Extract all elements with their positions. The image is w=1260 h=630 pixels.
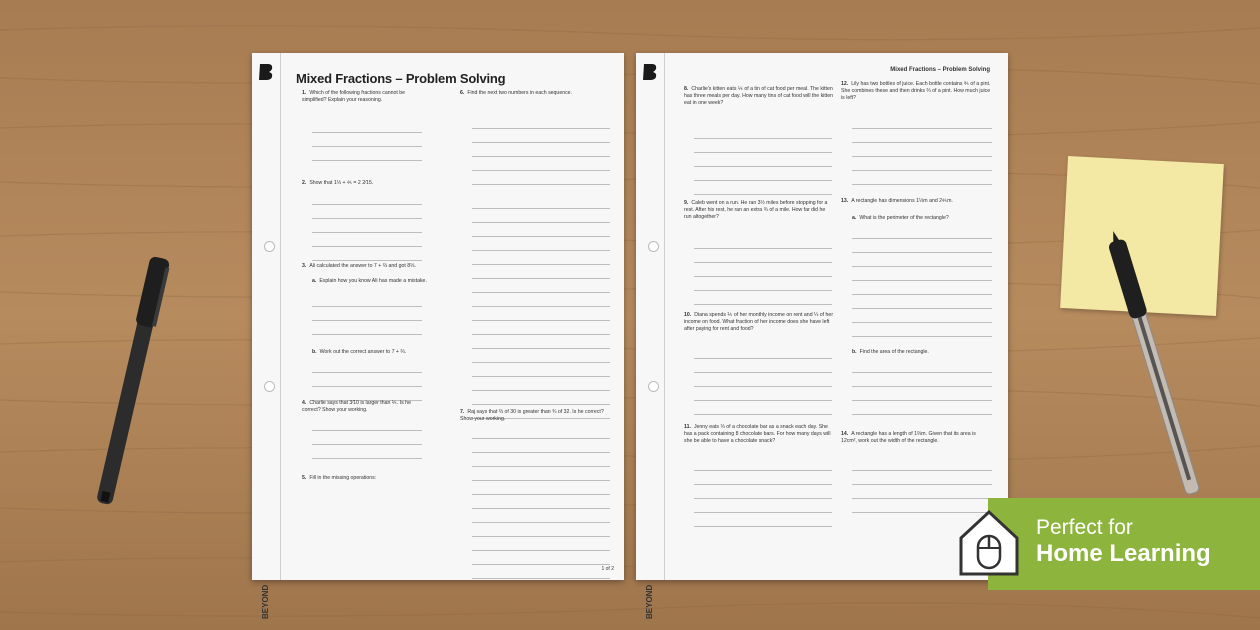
question-3: 3. Ali calculated the answer to 7 + ⅔ and got 8⅓. bbox=[302, 263, 416, 269]
answer-lines bbox=[312, 359, 422, 401]
question-4: 4. Charlie says that 3⁄10 is larger than ⅖. Is he correct? Show your working. bbox=[302, 400, 411, 413]
punch-hole bbox=[648, 241, 659, 252]
question-12: 12. Lily has two bottles of juice. Each bottle contains ⅗ of a pint. She combines these and then drinks ⅔ of a pint. How much juice is left? bbox=[841, 81, 991, 101]
question-11: 11. Jenny eats ⅓ of a chocolate bar as a snack each day. She has a pack containing 8 chocolate bars. For how many days will she be able to have a chocolate snack? bbox=[684, 424, 831, 444]
page-margin-line bbox=[280, 53, 281, 580]
beyond-brand-mark bbox=[638, 531, 658, 621]
answer-lines bbox=[312, 191, 422, 261]
house-mouse-icon bbox=[958, 508, 1020, 576]
question-9: 9. Caleb went on a run. He ran 3½ miles before stopping for a rest. After his rest, he ran an extra ¾ of a mile. How far did he run altogether? bbox=[684, 200, 828, 220]
punch-hole bbox=[648, 381, 659, 392]
answer-lines bbox=[694, 457, 832, 527]
answer-lines bbox=[852, 115, 992, 185]
answer-lines bbox=[852, 359, 992, 415]
black-pen-left bbox=[0, 0, 200, 520]
page-margin-line bbox=[664, 53, 665, 580]
badge-text-line-1: Perfect for bbox=[1036, 516, 1133, 539]
answer-lines bbox=[472, 195, 610, 419]
question-7: 7. Raj says that ⅔ of 30 is greater than ¾ of 32. Is he correct? Show your working. bbox=[460, 409, 604, 422]
answer-lines bbox=[472, 115, 610, 185]
question-8: 8. Charlie's kitten eats ⅙ of a tin of cat food per meal. The kitten has three meals per day. How many tins of cat food will the kitten eat in one week? bbox=[684, 86, 833, 106]
question-1: 1. Which of the following fractions cannot be simplified? Explain your reasoning. bbox=[302, 90, 406, 103]
question-3b: b. Work out the correct answer to 7 + ⅔. bbox=[312, 349, 407, 355]
worksheet-title: Mixed Fractions – Problem Solving bbox=[296, 71, 506, 86]
question-13a: a. What is the perimeter of the rectangle? bbox=[852, 215, 949, 221]
answer-lines bbox=[312, 293, 422, 335]
punch-hole bbox=[264, 241, 275, 252]
ballpoint-pen-right bbox=[1090, 230, 1200, 510]
question-13b: b. Find the area of the rectangle. bbox=[852, 349, 929, 355]
answer-lines bbox=[852, 225, 992, 337]
question-6: 6. Find the next two numbers in each sequence. bbox=[460, 90, 573, 96]
beyond-brand-mark bbox=[254, 531, 274, 621]
question-3a: a. Explain how you know Ali has made a mistake. bbox=[312, 278, 427, 284]
answer-lines bbox=[694, 345, 832, 415]
answer-lines bbox=[472, 425, 610, 579]
badge-text-line-2: Home Learning bbox=[1036, 540, 1211, 567]
beyond-logo-icon bbox=[642, 63, 658, 81]
worksheet-header: Mixed Fractions – Problem Solving bbox=[890, 67, 990, 73]
svg-text:BEYOND: BEYOND bbox=[645, 584, 654, 619]
svg-text:BEYOND: BEYOND bbox=[261, 584, 270, 619]
answer-lines bbox=[312, 119, 422, 161]
worksheet-page-2 bbox=[636, 53, 1008, 619]
question-10: 10. Diana spends ⅖ of her monthly income on rent and ¼ of her income on food. What fraction of her income does she have left after paying for rent and food? bbox=[684, 312, 834, 332]
question-2: 2. Show that 1⅓ + ⅘ = 2 2⁄15. bbox=[302, 180, 374, 186]
answer-lines bbox=[694, 235, 832, 305]
beyond-logo-icon bbox=[258, 63, 274, 81]
question-13: 13. A rectangle has dimensions 1⅓m and 2⅘m. bbox=[841, 198, 953, 204]
answer-lines bbox=[312, 417, 422, 459]
answer-lines bbox=[694, 125, 832, 195]
question-14: 14. A rectangle has a length of 1⅔m. Given that its area is 12cm², work out the width of the rectangle. bbox=[841, 431, 976, 444]
page-number: 1 of 2 bbox=[601, 566, 614, 572]
question-5: 5. Fill in the missing operations: bbox=[302, 475, 377, 481]
worksheet-page-1 bbox=[252, 53, 624, 619]
punch-hole bbox=[264, 381, 275, 392]
answer-lines bbox=[852, 457, 992, 513]
